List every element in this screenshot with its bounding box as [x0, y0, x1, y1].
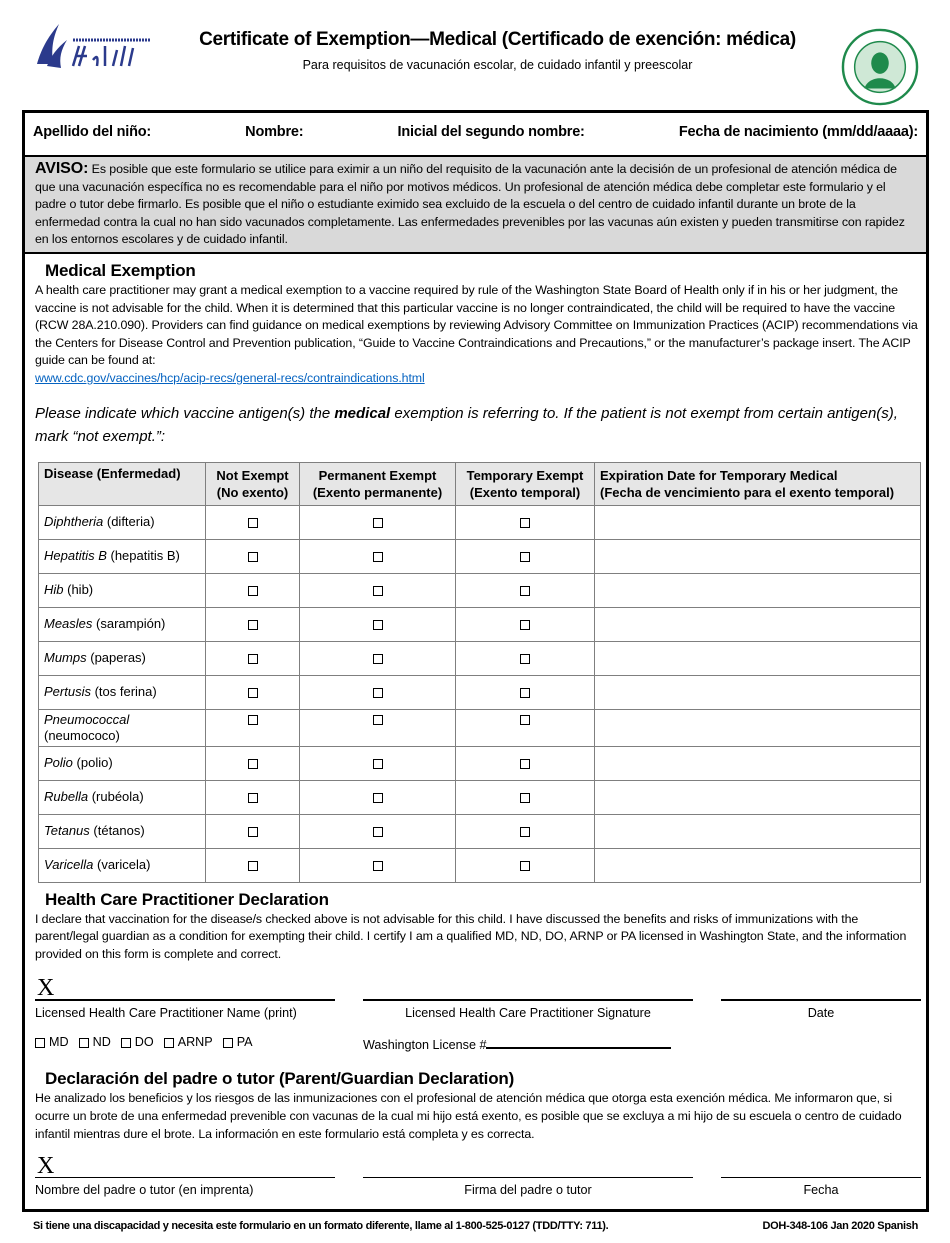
column-header — [206, 462, 300, 505]
header-line: Expiration Date for Temporary Medical — [600, 467, 838, 483]
practitioner-text: I declare that vaccination for the disease/s checked above is not advisable for this child. I have discussed the benefits and risks of immunizations with the parent/legal guardian as a condition for exempting their child. I certify I am a qualified MD, ND, DO, ARNP or PA licensed in Washington State, and the information provided on this form is complete and correct. — [35, 911, 907, 961]
temporary-exempt-checkbox[interactable] — [520, 586, 530, 596]
temporary-exempt-checkbox[interactable] — [520, 759, 530, 769]
table-row — [39, 780, 921, 814]
disease-name-es: (rubéola) — [88, 789, 144, 805]
prompt-emphasis: medical — [334, 404, 391, 422]
not-exempt-cell — [206, 675, 300, 709]
table-row — [39, 539, 921, 573]
not-exempt-cell — [206, 780, 300, 814]
expiration-date-cell[interactable] — [595, 814, 921, 848]
parent-text: He analizado los beneficios y los riesgos de las inmunizaciones con el profesional de atención médica que otorga esta exención médica. Me informaron que, si ocurre un brote de una enfermedad prevenible con vacunas de la cual mi hijo está exento, es posible que se excluya a mi hijo de su escuela o centro de cuidado infantil mientras dure el brote. La información en este formulario está completa y es correcta. — [35, 1091, 902, 1141]
header-line: Temporary Exempt — [466, 467, 584, 483]
table-row — [39, 709, 921, 746]
temporary-exempt-cell — [456, 675, 595, 709]
disease-name-es: (hib) — [63, 582, 94, 598]
not-exempt-cell — [206, 848, 300, 882]
permanent-exempt-checkbox[interactable] — [373, 518, 383, 528]
temporary-exempt-cell — [456, 814, 595, 848]
expiration-date-cell[interactable] — [595, 746, 921, 780]
medical-exemption-text — [35, 282, 918, 388]
signature-x-mark: X — [37, 1153, 55, 1180]
temporary-exempt-checkbox[interactable] — [520, 861, 530, 871]
temporary-exempt-cell — [456, 505, 595, 539]
disease-cell — [39, 746, 206, 780]
practitioner-name-line[interactable] — [35, 971, 335, 1001]
practitioner-date-label: Date — [807, 1006, 835, 1021]
permanent-exempt-checkbox[interactable] — [373, 586, 383, 596]
prompt-text: exemption is referring to. If the patient is not exempt from certain antigen(s), mark “not exempt.”: — [35, 404, 898, 445]
not-exempt-cell — [206, 641, 300, 675]
permanent-exempt-checkbox[interactable] — [373, 654, 383, 664]
header-line: (Fecha de vencimiento para el exento temporal) — [600, 484, 895, 500]
doh-health-logo — [33, 20, 155, 72]
practitioner-date-line[interactable] — [721, 971, 921, 1001]
table-row — [39, 746, 921, 780]
credential-option[interactable] — [79, 1035, 111, 1049]
license-label: Washington License # — [363, 1038, 487, 1053]
disease-cell — [39, 675, 206, 709]
credential-options — [35, 1034, 335, 1054]
last-name-field[interactable]: Apellido del niño: — [33, 124, 152, 140]
temporary-exempt-checkbox[interactable] — [520, 552, 530, 562]
temporary-exempt-cell — [456, 848, 595, 882]
permanent-exempt-cell — [300, 709, 456, 746]
expiration-date-cell[interactable] — [595, 675, 921, 709]
disease-name-es: (polio) — [72, 755, 113, 771]
disease-cell — [39, 709, 206, 746]
credential-option[interactable] — [223, 1035, 253, 1049]
disease-name-es: (hepatitis B) — [106, 548, 180, 564]
disease-name: Hepatitis B — [44, 548, 107, 564]
temporary-exempt-cell — [456, 641, 595, 675]
temporary-exempt-checkbox[interactable] — [520, 518, 530, 528]
not-exempt-cell — [206, 709, 300, 746]
parent-name-label: Nombre del padre o tutor (en imprenta) — [35, 1183, 254, 1198]
disease-name: Hib — [44, 582, 64, 598]
not-exempt-checkbox[interactable] — [248, 688, 258, 698]
form-title: Certificate of Exemption—Medical (Certificado de exención: médica) — [199, 29, 796, 50]
expiration-date-cell[interactable] — [595, 848, 921, 882]
disease-name: Diphtheria — [44, 514, 104, 530]
parent-signature-line[interactable] — [363, 1149, 693, 1178]
form-number: DOH-348-106 Jan 2020 Spanish — [762, 1220, 918, 1233]
credential-label: ND — [92, 1035, 111, 1050]
table-row — [39, 814, 921, 848]
column-header — [595, 462, 921, 505]
header-line: (No exento) — [216, 484, 289, 500]
practitioner-signature-line[interactable] — [363, 971, 693, 1001]
expiration-date-cell[interactable] — [595, 539, 921, 573]
not-exempt-cell — [206, 607, 300, 641]
parent-name-line[interactable] — [35, 1149, 335, 1178]
form-border — [22, 110, 929, 1212]
not-exempt-checkbox[interactable] — [248, 793, 258, 803]
disease-name: Varicella — [44, 857, 94, 873]
not-exempt-cell — [206, 505, 300, 539]
credential-label: ARNP — [177, 1035, 213, 1050]
temporary-exempt-checkbox[interactable] — [520, 620, 530, 630]
permanent-exempt-checkbox[interactable] — [373, 620, 383, 630]
permanent-exempt-cell — [300, 573, 456, 607]
disease-name-es: (varicela) — [93, 857, 151, 873]
expiration-date-cell[interactable] — [595, 573, 921, 607]
temporary-exempt-cell — [456, 573, 595, 607]
middle-initial-field[interactable]: Inicial del segundo nombre: — [397, 124, 585, 140]
permanent-exempt-cell — [300, 746, 456, 780]
temporary-exempt-cell — [456, 780, 595, 814]
child-info-row — [25, 113, 926, 155]
not-exempt-cell — [206, 573, 300, 607]
disease-cell — [39, 607, 206, 641]
not-exempt-checkbox[interactable] — [248, 759, 258, 769]
notice-label: AVISO: — [35, 160, 89, 177]
not-exempt-checkbox[interactable] — [248, 654, 258, 664]
temporary-exempt-cell — [456, 746, 595, 780]
table-row — [39, 641, 921, 675]
permanent-exempt-checkbox[interactable] — [373, 688, 383, 698]
credential-checkbox[interactable] — [164, 1038, 174, 1048]
header-line: Permanent Exempt — [318, 467, 437, 483]
not-exempt-checkbox[interactable] — [248, 620, 258, 630]
parent-date-label: Fecha — [803, 1183, 839, 1198]
expiration-date-cell[interactable] — [595, 780, 921, 814]
expiration-date-cell[interactable] — [595, 607, 921, 641]
temporary-exempt-cell — [456, 539, 595, 573]
credential-option[interactable] — [164, 1035, 213, 1049]
permanent-exempt-cell — [300, 607, 456, 641]
not-exempt-checkbox[interactable] — [248, 715, 258, 725]
disease-name-es: (tos ferina) — [90, 684, 157, 700]
not-exempt-cell — [206, 746, 300, 780]
disease-name-es: (tétanos) — [89, 823, 145, 839]
temporary-exempt-checkbox[interactable] — [520, 793, 530, 803]
table-header-row — [39, 462, 921, 505]
permanent-exempt-checkbox[interactable] — [373, 861, 383, 871]
temporary-exempt-cell — [456, 709, 595, 746]
temporary-exempt-cell — [456, 607, 595, 641]
form-footer — [0, 1212, 950, 1243]
permanent-exempt-checkbox[interactable] — [373, 827, 383, 837]
disease-cell — [39, 814, 206, 848]
disease-cell — [39, 573, 206, 607]
permanent-exempt-cell — [300, 848, 456, 882]
notice-box — [25, 155, 926, 254]
exemption-paragraph: A health care practitioner may grant a medical exemption to a vaccine required by rule of the Washington State Board of Health only if in his or her judgment, the vaccine is not advisable for the child. When it is determined that this particular vaccine is no longer contraindicated, the child will be required to have the vaccine (RCW 28A.210.090). Providers can find guidance on medical exemptions by reviewing Advisory Committee on Immunization Practices (ACIP) recommendations via the Centers for Disease Control and Prevention publication, “Guide to Vaccine Contraindications and Precautions,” or the manufacturer’s package insert. The ACIP guide can be found at: — [35, 282, 918, 368]
medical-exemption-heading: Medical Exemption — [45, 260, 196, 280]
practitioner-heading: Health Care Practitioner Declaration — [45, 889, 329, 909]
permanent-exempt-checkbox[interactable] — [373, 793, 383, 803]
disease-cell — [39, 641, 206, 675]
license-field[interactable] — [363, 1034, 693, 1054]
practitioner-signature-label: Licensed Health Care Practitioner Signature — [405, 1006, 651, 1021]
header-line: Not Exempt — [216, 467, 289, 483]
disease-name-es: (neumococo) — [44, 727, 120, 743]
disease-name: Pertusis — [44, 684, 91, 700]
washington-state-seal — [840, 28, 920, 106]
disease-name-es: (difteria) — [103, 514, 155, 530]
disease-name: Tetanus — [44, 823, 90, 839]
disease-name: Pneumococcal — [44, 711, 130, 727]
header-titles — [155, 20, 840, 73]
disease-name: Measles — [44, 616, 93, 632]
permanent-exempt-checkbox[interactable] — [373, 759, 383, 769]
not-exempt-cell — [206, 539, 300, 573]
not-exempt-checkbox[interactable] — [248, 827, 258, 837]
form-subtitle: Para requisitos de vacunación escolar, de cuidado infantil y preescolar — [302, 58, 693, 72]
disease-cell — [39, 505, 206, 539]
not-exempt-checkbox[interactable] — [248, 861, 258, 871]
accessibility-footer: Si tiene una discapacidad y necesita este formulario en un formato diferente, llame al 1-800-525-0127 (TDD/TTY: 711). — [33, 1220, 609, 1233]
table-row — [39, 675, 921, 709]
disease-name: Mumps — [44, 650, 87, 666]
expiration-date-cell[interactable] — [595, 641, 921, 675]
permanent-exempt-cell — [300, 675, 456, 709]
credential-checkbox[interactable] — [223, 1038, 233, 1048]
disease-name: Polio — [44, 755, 73, 771]
dob-field[interactable]: Fecha de nacimiento (mm/dd/aaaa): — [678, 124, 918, 140]
permanent-exempt-cell — [300, 539, 456, 573]
column-header — [456, 462, 595, 505]
disease-name-es: (sarampión) — [92, 616, 166, 632]
table-row — [39, 607, 921, 641]
temporary-exempt-checkbox[interactable] — [520, 688, 530, 698]
acip-guide-link[interactable]: www.cdc.gov/vaccines/hcp/acip-recs/general-recs/contraindications.html — [35, 370, 425, 385]
signature-x-mark: X — [37, 975, 55, 1002]
vaccine-exemption-table — [38, 462, 921, 883]
permanent-exempt-cell — [300, 641, 456, 675]
practitioner-signature-row — [35, 971, 918, 1054]
credential-label: PA — [236, 1035, 253, 1050]
expiration-date-cell[interactable] — [595, 505, 921, 539]
practitioner-name-label: Licensed Health Care Practitioner Name (print) — [35, 1006, 297, 1021]
permanent-exempt-cell — [300, 780, 456, 814]
parent-section — [25, 1068, 926, 1199]
temporary-exempt-checkbox[interactable] — [520, 715, 530, 725]
parent-heading: Declaración del padre o tutor (Parent/Guardian Declaration) — [45, 1069, 515, 1089]
parent-signature-row — [35, 1149, 918, 1199]
credential-checkbox[interactable] — [79, 1038, 89, 1048]
credential-checkbox[interactable] — [121, 1038, 131, 1048]
permanent-exempt-checkbox[interactable] — [373, 715, 383, 725]
antigen-prompt — [35, 402, 918, 448]
temporary-exempt-checkbox[interactable] — [520, 827, 530, 837]
form-header — [0, 0, 950, 106]
column-header — [300, 462, 456, 505]
license-input-line[interactable] — [486, 1034, 671, 1049]
header-line: (Exento permanente) — [312, 484, 443, 500]
notice-text: Es posible que este formulario se utilice para eximir a un niño del requisito de la vacunación ante la decisión de un profesional de atención médica de que una vacunación específica no es recomendable para el niño por motivos médicos. Un profesional de atención médica debe completar este formulario y el padre o tutor debe firmarlo. Es posible que el niño o estudiante eximido sea excluido de la escuela o del centro de cuidado infantil durante un brote de la enfermedad contra la cual no han sido vacunados completamente. Las enfermedades prevenibles por las vacunas aún existen y pueden transmitirse con rapidez en los entornos escolares y de cuidado infantil. — [35, 162, 905, 247]
table-row — [39, 573, 921, 607]
prompt-text: Please indicate which vaccine antigen(s) the — [35, 404, 335, 422]
permanent-exempt-cell — [300, 814, 456, 848]
credential-option[interactable] — [121, 1035, 154, 1049]
not-exempt-checkbox[interactable] — [248, 552, 258, 562]
parent-date-line[interactable] — [721, 1149, 921, 1178]
permanent-exempt-checkbox[interactable] — [373, 552, 383, 562]
expiration-date-cell[interactable] — [595, 709, 921, 746]
column-header — [39, 462, 206, 505]
not-exempt-checkbox[interactable] — [248, 518, 258, 528]
header-line: (Exento temporal) — [469, 484, 581, 500]
disease-cell — [39, 780, 206, 814]
not-exempt-checkbox[interactable] — [248, 586, 258, 596]
table-row — [39, 505, 921, 539]
disease-cell — [39, 848, 206, 882]
disease-name-es: (paperas) — [86, 650, 146, 666]
disease-name: Rubella — [44, 789, 89, 805]
first-name-field[interactable]: Nombre: — [245, 124, 304, 140]
header-line: Disease (Enfermedad) — [44, 465, 181, 481]
table-row — [39, 848, 921, 882]
not-exempt-cell — [206, 814, 300, 848]
credential-checkbox[interactable] — [35, 1038, 45, 1048]
medical-exemption-section — [25, 260, 926, 883]
parent-signature-label: Firma del padre o tutor — [464, 1183, 592, 1198]
credential-label: MD — [49, 1035, 69, 1050]
credential-option[interactable] — [35, 1035, 69, 1049]
practitioner-section — [25, 889, 926, 1055]
credential-label: DO — [134, 1035, 154, 1050]
permanent-exempt-cell — [300, 505, 456, 539]
disease-cell — [39, 539, 206, 573]
temporary-exempt-checkbox[interactable] — [520, 654, 530, 664]
